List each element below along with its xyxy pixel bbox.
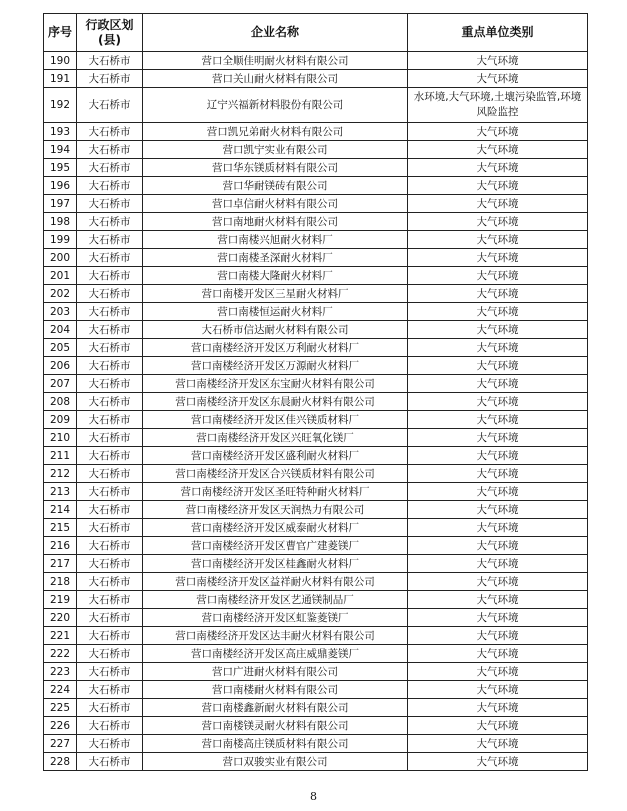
cell-unit-category: 大气环境 (408, 249, 588, 267)
cell-unit-category: 大气环境 (408, 519, 588, 537)
table-row (44, 537, 588, 555)
cell-enterprise-name: 营口南楼开发区三星耐火材料厂 (143, 285, 408, 303)
cell-serial-number: 193 (44, 123, 77, 141)
table-row (44, 267, 588, 285)
cell-serial-number: 201 (44, 267, 77, 285)
cell-enterprise-name: 营口南楼大隆耐火材料厂 (143, 267, 408, 285)
cell-enterprise-name: 营口华东镁质材料有限公司 (143, 159, 408, 177)
cell-district: 大石桥市 (77, 375, 143, 393)
cell-district: 大石桥市 (77, 123, 143, 141)
header-row (44, 14, 588, 52)
table-row (44, 70, 588, 88)
cell-district: 大石桥市 (77, 52, 143, 70)
cell-enterprise-name: 营口南楼恒运耐火材料厂 (143, 303, 408, 321)
cell-unit-category: 大气环境 (408, 429, 588, 447)
cell-serial-number: 209 (44, 411, 77, 429)
cell-unit-category: 大气环境 (408, 195, 588, 213)
cell-serial-number: 208 (44, 393, 77, 411)
cell-enterprise-name: 营口关山耐火材料有限公司 (143, 70, 408, 88)
cell-serial-number: 222 (44, 645, 77, 663)
cell-serial-number: 225 (44, 699, 77, 717)
cell-unit-category: 大气环境 (408, 141, 588, 159)
cell-enterprise-name: 营口凯兄弟耐火材料有限公司 (143, 123, 408, 141)
cell-unit-category: 大气环境 (408, 447, 588, 465)
table-row (44, 429, 588, 447)
table-row (44, 483, 588, 501)
cell-enterprise-name: 营口卓信耐火材料有限公司 (143, 195, 408, 213)
cell-enterprise-name: 营口南楼经济开发区合兴镁质材料有限公司 (143, 465, 408, 483)
cell-unit-category: 大气环境 (408, 393, 588, 411)
cell-unit-category: 大气环境 (408, 357, 588, 375)
cell-unit-category: 大气环境 (408, 609, 588, 627)
cell-district: 大石桥市 (77, 465, 143, 483)
cell-serial-number: 196 (44, 177, 77, 195)
cell-enterprise-name: 辽宁兴福新材料股份有限公司 (143, 88, 408, 123)
cell-serial-number: 223 (44, 663, 77, 681)
cell-enterprise-name: 营口南楼经济开发区圣旺特种耐火材料厂 (143, 483, 408, 501)
cell-serial-number: 212 (44, 465, 77, 483)
cell-enterprise-name: 大石桥市信达耐火材料有限公司 (143, 321, 408, 339)
cell-district: 大石桥市 (77, 483, 143, 501)
table-row (44, 447, 588, 465)
cell-district: 大石桥市 (77, 753, 143, 771)
table-row (44, 753, 588, 771)
cell-district: 大石桥市 (77, 501, 143, 519)
cell-serial-number: 224 (44, 681, 77, 699)
cell-unit-category: 大气环境 (408, 645, 588, 663)
cell-serial-number: 195 (44, 159, 77, 177)
header-serial-number: 序号 (44, 14, 77, 52)
cell-district: 大石桥市 (77, 159, 143, 177)
cell-district: 大石桥市 (77, 663, 143, 681)
cell-unit-category: 大气环境 (408, 339, 588, 357)
cell-enterprise-name: 营口南楼兴旭耐火材料厂 (143, 231, 408, 249)
cell-unit-category: 大气环境 (408, 411, 588, 429)
cell-unit-category: 大气环境 (408, 321, 588, 339)
table-row (44, 411, 588, 429)
cell-unit-category: 大气环境 (408, 735, 588, 753)
cell-district: 大石桥市 (77, 213, 143, 231)
table-row (44, 321, 588, 339)
table-row (44, 627, 588, 645)
table-row (44, 735, 588, 753)
cell-district: 大石桥市 (77, 195, 143, 213)
cell-unit-category: 大气环境 (408, 753, 588, 771)
cell-district: 大石桥市 (77, 429, 143, 447)
table-row (44, 303, 588, 321)
cell-enterprise-name: 营口全顺佳明耐火材料有限公司 (143, 52, 408, 70)
cell-serial-number: 220 (44, 609, 77, 627)
cell-district: 大石桥市 (77, 231, 143, 249)
cell-serial-number: 210 (44, 429, 77, 447)
cell-district: 大石桥市 (77, 88, 143, 123)
cell-unit-category: 大气环境 (408, 681, 588, 699)
cell-enterprise-name: 营口南楼经济开发区益祥耐火材料有限公司 (143, 573, 408, 591)
cell-serial-number: 204 (44, 321, 77, 339)
cell-enterprise-name: 营口凯宁实业有限公司 (143, 141, 408, 159)
cell-district: 大石桥市 (77, 735, 143, 753)
cell-serial-number: 200 (44, 249, 77, 267)
table-row (44, 285, 588, 303)
cell-serial-number: 206 (44, 357, 77, 375)
table-header (44, 14, 588, 52)
cell-unit-category: 大气环境 (408, 52, 588, 70)
cell-enterprise-name: 营口南楼圣深耐火材料厂 (143, 249, 408, 267)
cell-enterprise-name: 营口南楼经济开发区桂鑫耐火材料厂 (143, 555, 408, 573)
cell-unit-category: 大气环境 (408, 591, 588, 609)
cell-unit-category: 大气环境 (408, 717, 588, 735)
cell-serial-number: 211 (44, 447, 77, 465)
page-number: 8 (310, 790, 317, 803)
cell-district: 大石桥市 (77, 177, 143, 195)
cell-serial-number: 192 (44, 88, 77, 123)
header-district: 行政区划(县) (77, 14, 143, 52)
table-row (44, 663, 588, 681)
cell-serial-number: 191 (44, 70, 77, 88)
table-row (44, 519, 588, 537)
table-row (44, 645, 588, 663)
cell-serial-number: 226 (44, 717, 77, 735)
cell-serial-number: 205 (44, 339, 77, 357)
cell-unit-category: 大气环境 (408, 123, 588, 141)
cell-serial-number: 213 (44, 483, 77, 501)
cell-district: 大石桥市 (77, 411, 143, 429)
cell-district: 大石桥市 (77, 447, 143, 465)
table-body (44, 52, 588, 771)
cell-enterprise-name: 营口南楼经济开发区盛利耐火材料厂 (143, 447, 408, 465)
cell-unit-category: 大气环境 (408, 159, 588, 177)
table-row (44, 177, 588, 195)
cell-enterprise-name: 营口南楼高庄镁质材料有限公司 (143, 735, 408, 753)
cell-enterprise-name: 营口南楼镁灵耐火材料有限公司 (143, 717, 408, 735)
cell-enterprise-name: 营口南楼鑫新耐火材料有限公司 (143, 699, 408, 717)
cell-serial-number: 218 (44, 573, 77, 591)
cell-serial-number: 207 (44, 375, 77, 393)
cell-serial-number: 214 (44, 501, 77, 519)
cell-district: 大石桥市 (77, 321, 143, 339)
cell-serial-number: 199 (44, 231, 77, 249)
cell-enterprise-name: 营口南地耐火材料有限公司 (143, 213, 408, 231)
table-row (44, 249, 588, 267)
cell-unit-category: 大气环境 (408, 573, 588, 591)
cell-enterprise-name: 营口南楼经济开发区达丰耐火材料有限公司 (143, 627, 408, 645)
table-row (44, 393, 588, 411)
cell-district: 大石桥市 (77, 519, 143, 537)
cell-district: 大石桥市 (77, 609, 143, 627)
cell-enterprise-name: 营口广进耐火材料有限公司 (143, 663, 408, 681)
table-row (44, 159, 588, 177)
table-row (44, 681, 588, 699)
cell-district: 大石桥市 (77, 627, 143, 645)
cell-unit-category: 大气环境 (408, 627, 588, 645)
table-row (44, 591, 588, 609)
cell-serial-number: 194 (44, 141, 77, 159)
cell-district: 大石桥市 (77, 339, 143, 357)
cell-serial-number: 197 (44, 195, 77, 213)
cell-unit-category: 大气环境 (408, 213, 588, 231)
cell-district: 大石桥市 (77, 555, 143, 573)
table-row (44, 465, 588, 483)
header-unit-category: 重点单位类别 (408, 14, 588, 52)
cell-district: 大石桥市 (77, 141, 143, 159)
cell-serial-number: 228 (44, 753, 77, 771)
cell-serial-number: 215 (44, 519, 77, 537)
table-row (44, 573, 588, 591)
cell-district: 大石桥市 (77, 681, 143, 699)
cell-unit-category: 大气环境 (408, 555, 588, 573)
cell-unit-category: 大气环境 (408, 375, 588, 393)
cell-district: 大石桥市 (77, 717, 143, 735)
cell-unit-category: 水环境,大气环境,土壤污染监管,环境风险监控 (408, 88, 588, 123)
table-row (44, 123, 588, 141)
cell-unit-category: 大气环境 (408, 303, 588, 321)
cell-enterprise-name: 营口南楼经济开发区高庄威鼎菱镁厂 (143, 645, 408, 663)
cell-enterprise-name: 营口南楼经济开发区东晨耐火材料有限公司 (143, 393, 408, 411)
table-row (44, 339, 588, 357)
cell-enterprise-name: 营口南楼经济开发区兴旺氧化镁厂 (143, 429, 408, 447)
cell-unit-category: 大气环境 (408, 70, 588, 88)
cell-district: 大石桥市 (77, 357, 143, 375)
cell-enterprise-name: 营口南楼经济开发区曹官广建菱镁厂 (143, 537, 408, 555)
cell-district: 大石桥市 (77, 699, 143, 717)
cell-district: 大石桥市 (77, 285, 143, 303)
cell-serial-number: 217 (44, 555, 77, 573)
table-row (44, 609, 588, 627)
cell-unit-category: 大气环境 (408, 699, 588, 717)
table-row (44, 213, 588, 231)
cell-enterprise-name: 营口南楼经济开发区万利耐火材料厂 (143, 339, 408, 357)
table-row (44, 231, 588, 249)
cell-serial-number: 216 (44, 537, 77, 555)
cell-unit-category: 大气环境 (408, 177, 588, 195)
cell-district: 大石桥市 (77, 537, 143, 555)
cell-serial-number: 202 (44, 285, 77, 303)
cell-enterprise-name: 营口南楼经济开发区佳兴镁质材料厂 (143, 411, 408, 429)
table-row (44, 501, 588, 519)
cell-serial-number: 203 (44, 303, 77, 321)
table-row (44, 555, 588, 573)
cell-serial-number: 227 (44, 735, 77, 753)
cell-enterprise-name: 营口南楼经济开发区天润热力有限公司 (143, 501, 408, 519)
cell-unit-category: 大气环境 (408, 483, 588, 501)
cell-enterprise-name: 营口南楼耐火材料有限公司 (143, 681, 408, 699)
cell-unit-category: 大气环境 (408, 501, 588, 519)
cell-unit-category: 大气环境 (408, 663, 588, 681)
cell-serial-number: 221 (44, 627, 77, 645)
cell-enterprise-name: 营口双骏实业有限公司 (143, 753, 408, 771)
cell-district: 大石桥市 (77, 303, 143, 321)
table-row (44, 88, 588, 123)
cell-unit-category: 大气环境 (408, 465, 588, 483)
cell-district: 大石桥市 (77, 645, 143, 663)
table-row (44, 699, 588, 717)
cell-district: 大石桥市 (77, 573, 143, 591)
cell-enterprise-name: 营口南楼经济开发区艺通镁制品厂 (143, 591, 408, 609)
cell-enterprise-name: 营口华耐镁砖有限公司 (143, 177, 408, 195)
cell-unit-category: 大气环境 (408, 537, 588, 555)
cell-district: 大石桥市 (77, 249, 143, 267)
cell-district: 大石桥市 (77, 393, 143, 411)
table-row (44, 717, 588, 735)
cell-unit-category: 大气环境 (408, 231, 588, 249)
table-row (44, 195, 588, 213)
cell-unit-category: 大气环境 (408, 267, 588, 285)
cell-district: 大石桥市 (77, 70, 143, 88)
cell-district: 大石桥市 (77, 267, 143, 285)
table-row (44, 357, 588, 375)
cell-serial-number: 190 (44, 52, 77, 70)
cell-district: 大石桥市 (77, 591, 143, 609)
cell-serial-number: 198 (44, 213, 77, 231)
cell-enterprise-name: 营口南楼经济开发区万源耐火材料厂 (143, 357, 408, 375)
cell-serial-number: 219 (44, 591, 77, 609)
header-enterprise-name: 企业名称 (143, 14, 408, 52)
cell-enterprise-name: 营口南楼经济开发区东宝耐火材料有限公司 (143, 375, 408, 393)
enterprise-table (43, 13, 588, 771)
cell-unit-category: 大气环境 (408, 285, 588, 303)
table-row (44, 52, 588, 70)
table-row (44, 141, 588, 159)
cell-enterprise-name: 营口南楼经济开发区虹鉴菱镁厂 (143, 609, 408, 627)
cell-enterprise-name: 营口南楼经济开发区威泰耐火材料厂 (143, 519, 408, 537)
table-row (44, 375, 588, 393)
